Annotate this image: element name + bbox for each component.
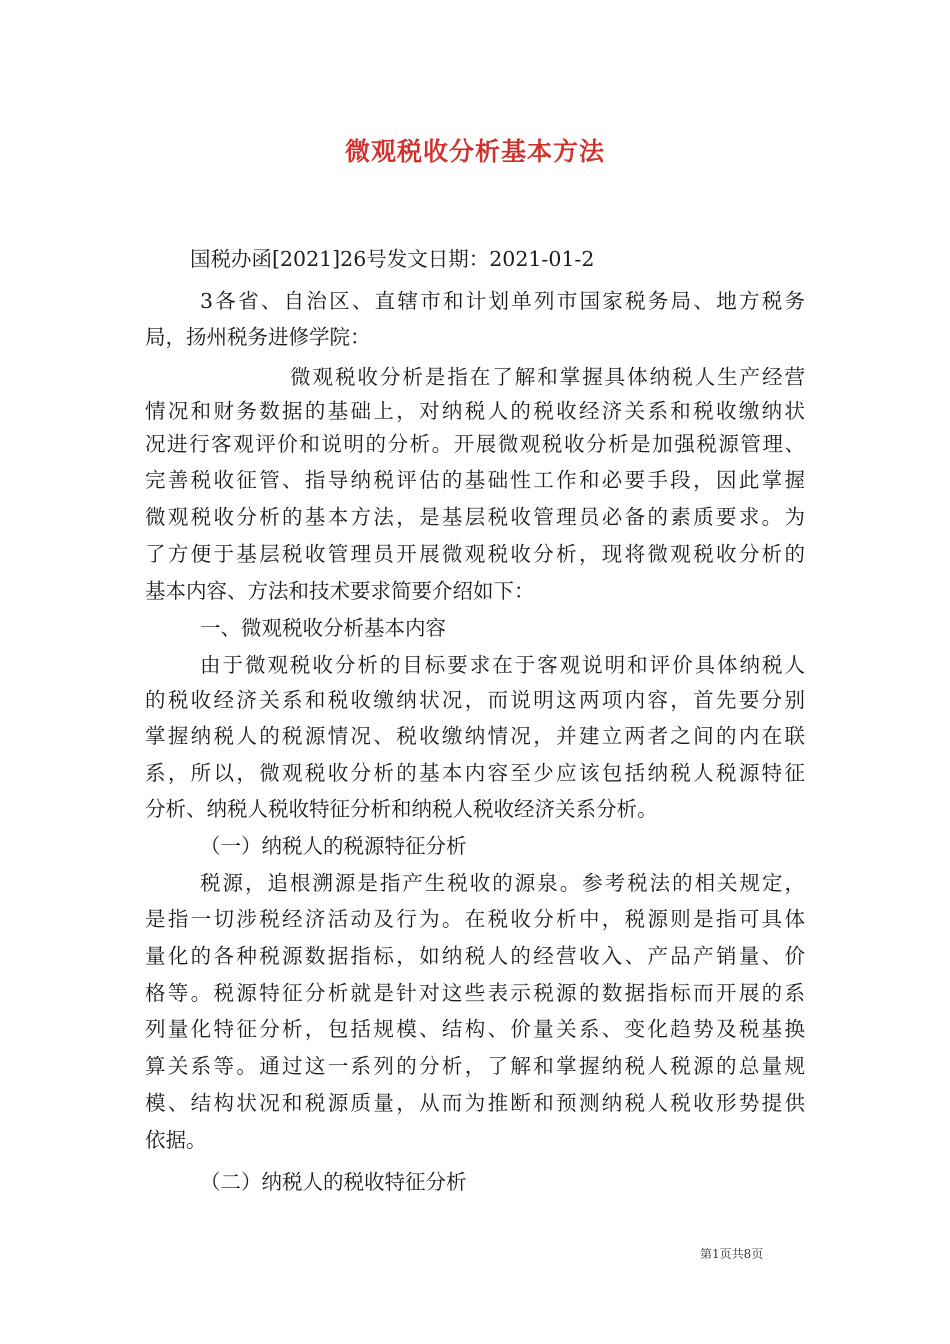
document-title: 微观税收分析基本方法 [344,137,605,166]
body-line: 列量化特征分析，包括规模、结构、价量关系、变化趋势及税基换 [145,1017,805,1041]
body-line: 微观税收分析的基本方法，是基层税收管理员必备的素质要求。为 [145,505,805,529]
body-line: 基本内容、方法和技术要求简要介绍如下： [145,579,535,603]
body-line: 微观税收分析是指在了解和掌握具体纳税人生产经营 [290,365,805,389]
body-line: 依据。 [145,1128,207,1152]
body-line: 格等。税源特征分析就是针对这些表示税源的数据指标而开展的系 [145,981,805,1005]
body-line: 了方便于基层税收管理员开展微观税收分析，现将微观税收分析的 [145,542,805,566]
subsection-heading: （二）纳税人的税收特征分析 [200,1170,467,1194]
body-line: 系，所以，微观税收分析的基本内容至少应该包括纳税人税源特征 [145,761,805,785]
body-line: 算关系等。通过这一系列的分析，了解和掌握纳税人税源的总量规 [145,1054,805,1078]
body-line: 由于微观税收分析的目标要求在于客观说明和评价具体纳税人 [200,653,805,677]
body-line: 分析、纳税人税收特征分析和纳税人税收经济关系分析。 [145,797,658,821]
body-line: 3各省、自治区、直辖市和计划单列市国家税务局、地方税务 [200,289,805,313]
body-line: 模、结构状况和税源质量，从而为推断和预测纳税人税收形势提供 [145,1091,805,1115]
subsection-heading: （一）纳税人的税源特征分析 [200,834,467,858]
body-line: 税源，追根溯源是指产生税收的源泉。参考税法的相关规定， [200,871,805,895]
page-number: 第1页共8页 [700,1247,764,1261]
section-heading: 一、微观税收分析基本内容 [200,616,446,640]
body-line: 况进行客观评价和说明的分析。开展微观税收分析是加强税源管理、 [145,432,805,456]
body-line: 掌握纳税人的税源情况、税收缴纳情况，并建立两者之间的内在联 [145,724,805,748]
body-line: 完善税收征管、指导纳税评估的基础性工作和必要手段，因此掌握 [145,468,805,492]
body-line: 是指一切涉税经济活动及行为。在税收分析中，税源则是指可具体 [145,907,805,931]
body-line: 的税收经济关系和税收缴纳状况，而说明这两项内容，首先要分别 [145,688,805,712]
body-line: 国税办函[2021]26号发文日期：2021-01-2 [190,247,595,271]
body-line: 量化的各种税源数据指标，如纳税人的经营收入、产品产销量、价 [145,944,805,968]
body-line: 局，扬州税务进修学院： [145,325,371,349]
body-line: 情况和财务数据的基础上，对纳税人的税收经济关系和税收缴纳状 [145,399,805,423]
